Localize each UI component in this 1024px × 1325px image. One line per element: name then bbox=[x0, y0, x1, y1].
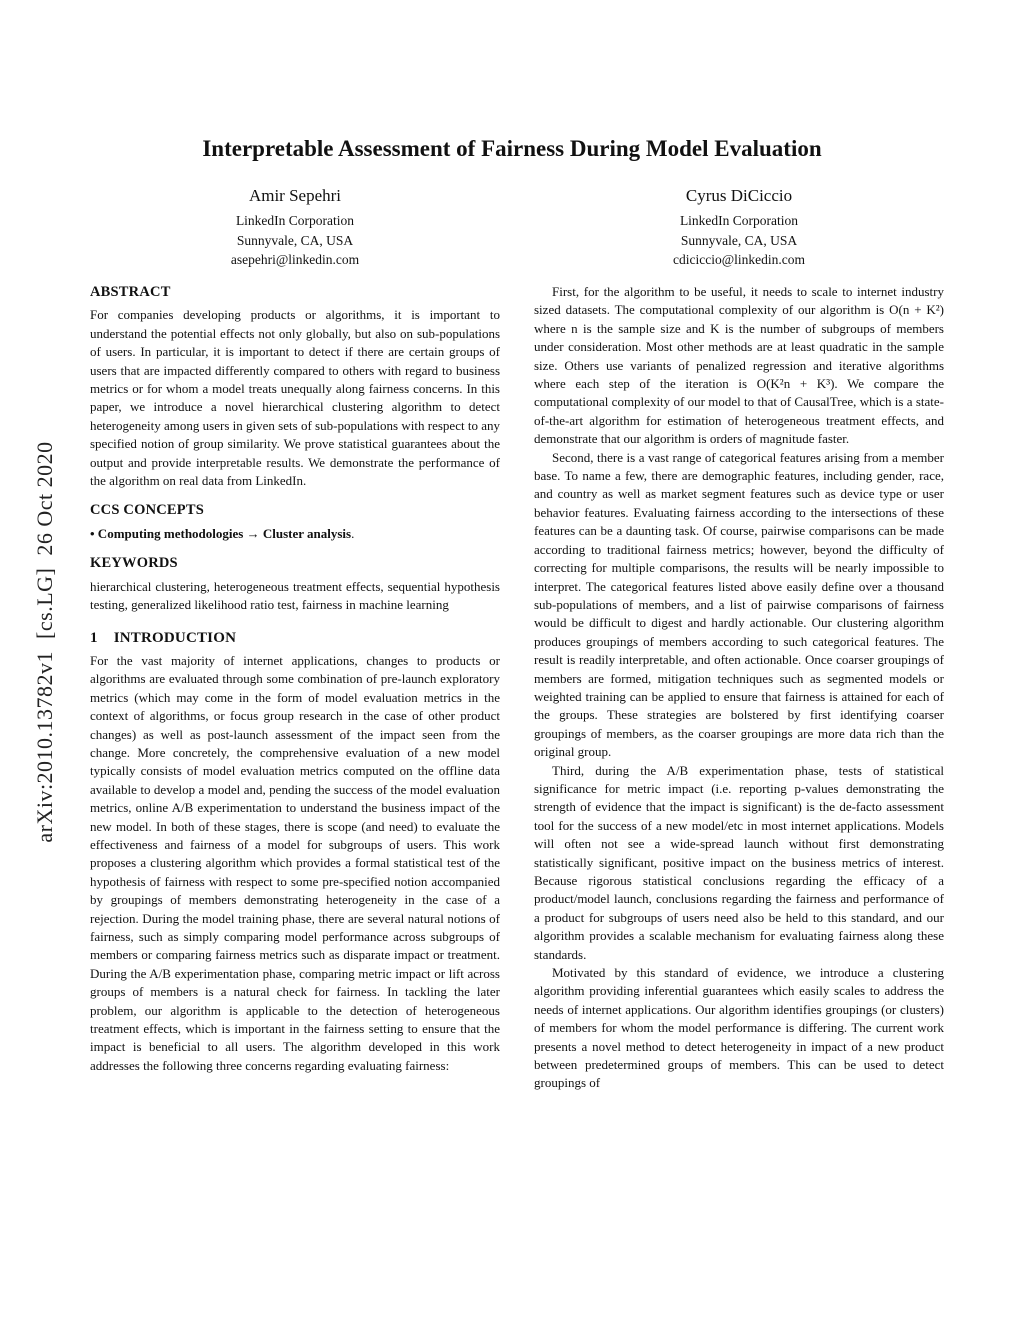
author-email: cdiciccio@linkedin.com bbox=[672, 252, 805, 267]
author-affiliation: LinkedIn Corporation bbox=[679, 213, 799, 228]
author-city: Sunnyvale, CA, USA bbox=[236, 232, 354, 248]
author-block-1 bbox=[90, 186, 500, 270]
right-column bbox=[534, 283, 944, 1093]
author-name: Amir Sepehri bbox=[248, 186, 342, 205]
body-paragraph-motivated: Motivated by this standard of evidence, we introduce a clustering algorithm providing inferential guarantees which easily scales to address the needs of internet applications. Our algorithm identifies groupings (or clusters) of members for whom the model performance is differing. The current work presents a novel method to detect heterogeneity in impact of a new product between predetermined groups of members. This can be used to detect groupings of bbox=[534, 965, 944, 1091]
keywords-heading: KEYWORDS bbox=[90, 555, 178, 572]
section-number: 1 bbox=[90, 629, 98, 646]
author-email: asepehri@linkedin.com bbox=[230, 252, 360, 267]
arxiv-watermark: arXiv:2010.13782v1 [cs.LG] 26 Oct 2020 bbox=[32, 441, 57, 843]
body-columns bbox=[90, 283, 945, 1093]
author-name: Cyrus DiCiccio bbox=[685, 186, 793, 205]
author-affiliation: LinkedIn Corporation bbox=[235, 213, 355, 228]
introduction-heading bbox=[90, 629, 500, 647]
introduction-paragraph: For the vast majority of internet applications, changes to products or algorithms are evaluated through some combination of pre-launch exploratory metrics (which may come in the form of model evaluation metrics in the context of algorithms, or focus group research in the case of other product changes) as well as post-launch assessment of the impact seen from the change. More concretely, the comprehensive evaluation of a new model typically consists of model evaluation metrics computed on the offline data available to develop a model and, pending the success of the model evaluation metrics, online A/B experimentation to understand the business impact of the new model. In both of these stages, there is scope (and need) to evaluate the effectiveness and fairness of a model for subgroups of users. This work proposes a clustering algorithm which provides a formal statistical test of the hypothesis of fairness with respect to some pre-specified notion accompanied by groupings of members demonstrating heterogeneity in the case of a rejection. During the model training phase, there are several natural notions of fairness, such as simply comparing model performance across subgroups of members or comparing fairness metrics such as disparate impact or treatment. During the A/B experimentation phase, comparing metric impact or lift across groups of members is a natural check for fairness. In tackling the later problem, our algorithm is applicable to the detection of heterogeneous treatment effects, which is important in the fairness setting to ensure that the impact is beneficial to all users. The algorithm developed in this work addresses the following three concerns regarding evaluating fairness: bbox=[90, 652, 500, 1073]
ccs-heading: CCS CONCEPTS bbox=[90, 502, 204, 519]
author-city: Sunnyvale, CA, USA bbox=[680, 232, 798, 248]
body-paragraph-third: Third, during the A/B experimentation phase, tests of statistical significance for metric impact (i.e. reporting p-values demonstrating the strength of evidence that the impact is significant) is the de-facto assessment tool for the success of a new model/etc in most internet applications. Models will often not see a wide-spread launch without first demonstrating statistically significant, positive impact on the business metrics of interest. Because rigorous statistical conclusions regarding the efficacy of a product/model launch, conclusions regarding the fairness and performance of a product for subgroups of users need also be held to this standard, and our algorithm provides a scalable mechanism for evaluating fairness along these standards. bbox=[534, 762, 944, 962]
ccs-period: . bbox=[351, 525, 355, 541]
author-block-2 bbox=[534, 186, 944, 270]
body-paragraph-second: Second, there is a vast range of categorical features arising from a member base. To name a few, there are demographic features, including gender, race, and country as well as market segment features such as device type or user behavior features. Evaluating fairness according to the intersections of these features can be a daunting task. Of course, pairwise comparisons can be made according to traditional fairness metrics; however, beyond the difficulty of correcting for multiple comparisons, the results will be nearly impossible to interpret. The categorical features listed above easily define over a thousand sub-populations of members, and a list of pairwise comparisons of fairness would be difficult to digest and hardly actionable. Our clustering algorithm produces groupings of members according to such categorical features. The result is readily interpretable, and often actionable. Once coarser groupings of members are formed, mitigation techniques such as segmented models or weighted training can be applied to ensure that fairness is attained for each of the groups. These strategies are bolstered by first identifying coarser groupings of members, as the coarser groupings are more data rich than the original group. bbox=[534, 449, 944, 760]
ccs-concept-tail: Cluster analysis bbox=[262, 525, 352, 541]
ccs-concepts-line bbox=[90, 525, 500, 543]
ccs-concept-lead: • Computing methodologies bbox=[90, 525, 244, 541]
abstract-text: For companies developing products or algorithms, it is important to understand the potential effects not only globally, but also on sub-populations of users. In particular, it is important to detect if there are certain groups of users that are impacted differently compared to others with regard to business metrics or for whom a model treats unequally along fairness concerns. In this paper, we introduce a novel hierarchical clustering algorithm to detect heterogeneity among users in given sets of sub-populations with respect to any specified notion of group similarity. We prove statistical guarantees about the output and provide interpretable results. We demonstrate the performance of the algorithm on real data from LinkedIn. bbox=[90, 307, 500, 489]
section-title: INTRODUCTION bbox=[113, 629, 237, 646]
left-column bbox=[90, 283, 500, 1093]
authors-row bbox=[90, 186, 945, 270]
paper-title: Interpretable Assessment of Fairness During Model Evaluation bbox=[202, 136, 822, 161]
keywords-text: hierarchical clustering, heterogeneous treatment effects, sequential hypothesis testing, generalized likelihood ratio test, fairness in machine learning bbox=[90, 578, 500, 613]
abstract-heading: ABSTRACT bbox=[90, 284, 171, 300]
ccs-arrow: → bbox=[243, 525, 263, 541]
body-paragraph-first: First, for the algorithm to be useful, it needs to scale to internet industry sized datasets. The computational complexity of our algorithm is O(n + K²) where n is the sample size and K is the number of subgroups of members under consideration. Most other methods are at least quadratic in the sample size. Others use variants of penalized regression and iterative algorithms where each step of the iteration is O(K²n + K³). We compare the computational complexity of our model to that of CausalTree, which is a state-of-the-art algorithm for estimation of heterogeneous treatment effects, and demonstrate that our algorithm is orders of magnitude faster. bbox=[534, 284, 944, 447]
